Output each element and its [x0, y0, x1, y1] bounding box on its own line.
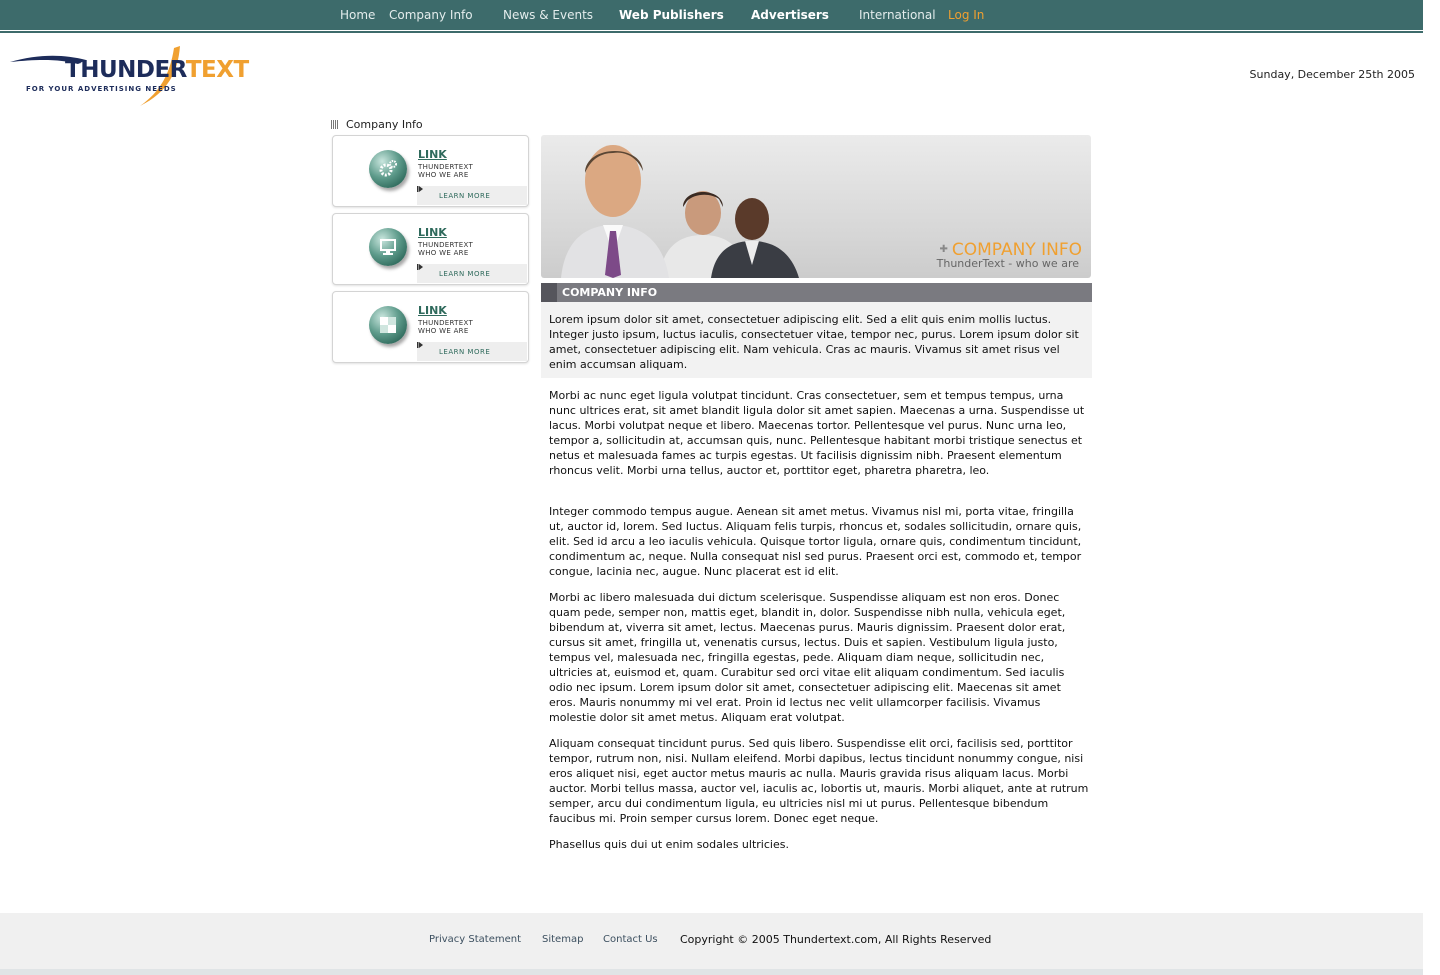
checker-icon — [369, 306, 407, 344]
learn-more-button[interactable]: LEARN MORE — [417, 264, 527, 283]
hero-banner — [541, 135, 1091, 278]
nav-advertisers[interactable]: Advertisers — [751, 8, 829, 22]
bullet-icon — [331, 120, 338, 129]
body-paragraph: Phasellus quis dui ut enim sodales ultricies. — [549, 838, 789, 851]
link-card-1 — [332, 135, 529, 207]
play-arrow-icon — [417, 264, 423, 270]
card-link[interactable]: LINK — [418, 148, 447, 161]
breadcrumb — [331, 118, 423, 131]
footer-copyright: Copyright © 2005 Thundertext.com, All Rights Reserved — [680, 933, 992, 946]
current-date: Sunday, December 25th 2005 — [1249, 68, 1415, 81]
footer-privacy-link[interactable]: Privacy Statement — [429, 934, 522, 945]
nav-home[interactable]: Home — [340, 8, 376, 22]
banner-title: ✚ COMPANY INFO — [939, 240, 1082, 260]
intro-paragraph: Lorem ipsum dolor sit amet, consectetuer adipiscing elit. Sed a elit quis enim mollis luctus. Integer justo ipsum, luctus iaculis, consectetuer vitae, tempor nec, purus. Lorem ipsum dolor sit amet, consectetuer adipiscing elit. Nam vehicula. Cras ac mauris. Vivamus sit amet risus vel enim accumsan aliquam. — [549, 313, 1079, 371]
logo-wordmark: THUNDERTEXT — [65, 57, 249, 83]
logo-tagline: FOR YOUR ADVERTISING NEEDS — [26, 85, 177, 93]
nav-login[interactable]: Log In — [948, 8, 985, 22]
section-title: COMPANY INFO — [562, 286, 658, 299]
nav-company-info[interactable]: Company Info — [389, 8, 473, 22]
top-nav-bar — [0, 0, 1423, 30]
body-paragraph: Morbi ac nunc eget ligula volutpat tincidunt. Cras consectetuer, sem et tempus tempus, urna nunc ultrices erat, sit amet blandit ligula dolor sit amet sapien. Maecenas a urna. Suspendisse ut lacus. Morbi volutpat neque et libero. Maecenas tortor. Pellentesque vel purus. Nunc urna leo, tempor a, sollicitudin at, accumsan quis, nunc. Pellentesque habitant morbi tristique senectus et netus et malesuada fames ac turpis egestas. Ut facilisis dignissim nibh. Praesent elementum rhoncus velit. Morbi urna tellus, auctor et, porttitor eget, pharetra pharetra, leo. — [549, 389, 1085, 477]
section-header-tab — [541, 283, 557, 302]
link-card-3 — [332, 291, 529, 363]
card-subtitle: THUNDERTEXT WHO WE ARE — [418, 163, 474, 179]
page-right-margin — [1423, 0, 1440, 975]
learn-more-button[interactable]: LEARN MORE — [417, 342, 527, 361]
play-arrow-icon — [417, 186, 423, 192]
nav-news-events[interactable]: News & Events — [503, 8, 594, 22]
site-logo[interactable] — [8, 42, 249, 108]
body-paragraph: Integer commodo tempus augue. Aenean sit amet metus. Vivamus nisl mi, porta vitae, fringilla ut, auctor id, lorem. Sed luctus. Aliquam felis turpis, rhoncus et, sodales sollicitudin, ornare quis, elit. Sed id arcu a leo iaculis vehicula. Quisque tortor ligula, ornare quis, condimentum tincidunt, condimentum ac, neque. Nulla consequat nisl sed purus. Praesent orci est, commodo et, tempor congue, lacinia nec, augue. Nunc placerat est id elit. — [549, 505, 1082, 578]
card-link[interactable]: LINK — [418, 226, 447, 239]
monitor-icon — [369, 228, 407, 266]
breadcrumb-label: Company Info — [346, 118, 423, 131]
card-subtitle: THUNDERTEXT WHO WE ARE — [418, 241, 474, 257]
nav-web-publishers[interactable]: Web Publishers — [619, 8, 724, 22]
link-card-2 — [332, 213, 529, 285]
card-link[interactable]: LINK — [418, 304, 447, 317]
card-subtitle: THUNDERTEXT WHO WE ARE — [418, 319, 474, 335]
footer — [0, 913, 1423, 969]
nav-international[interactable]: International — [859, 8, 936, 22]
banner-subtitle: ThunderText - who we are — [936, 257, 1079, 270]
body-paragraph: Morbi ac libero malesuada dui dictum scelerisque. Suspendisse aliquam est non eros. Donec quam pede, semper non, mattis eget, blandit in, dolor. Suspendisse nibh nulla, vehicula eget, bibendum at, viverra sit amet, lectus. Maecenas purus. Mauris dignissim. Praesent dolor erat, cursus sit amet, fringilla ut, venenatis cursus, lectus. Duis et sapien. Vestibulum ligula justo, tempus vel, malesuada nec, fringilla egestas, pede. Aliquam diam neque, sollicitudin nec, ultricies at, euismod et, quam. Curabitur sed orci vitae elit aliquam condimentum. Sed iaculis odio nec ipsum. Lorem ipsum dolor sit amet, consectetuer adipiscing elit. Maecenas sit amet eros. Mauris nonummy mi vel erat. Proin id lectus nec velit ullamcorper facilisis. Vivamus molestie dolor sit amet metus. Aliquam erat volutpat. — [549, 591, 1066, 724]
nav-divider — [0, 31, 1423, 33]
footer-bottom-strip — [0, 969, 1423, 975]
play-arrow-icon — [417, 342, 423, 348]
footer-contact-link[interactable]: Contact Us — [603, 934, 658, 945]
learn-more-button[interactable]: LEARN MORE — [417, 186, 527, 205]
section-header — [541, 283, 1092, 302]
footer-sitemap-link[interactable]: Sitemap — [542, 934, 584, 945]
plus-icon: ✚ — [939, 244, 948, 255]
body-paragraph: Aliquam consequat tincidunt purus. Sed quis libero. Suspendisse elit orci, facilisis sed, porttitor tempor, rutrum non, nisi. Nullam eleifend. Morbi dapibus, lectus tincidunt nonummy congue, nisi eros aliquet nisi, eget auctor metus mauris ac nulla. Mauris gravida risus aliquam lacus. Morbi auctor. Morbi tellus massa, auctor vel, iaculis ac, lobortis ut, mauris. Morbi aliquet, ante at rutrum semper, arcu dui condimentum ligula, eu ultricies nisl mi ut purus. Pellentesque bibendum faucibus mi. Proin semper cursus lorem. Donec eget neque. — [549, 737, 1089, 825]
gears-icon — [369, 150, 407, 188]
